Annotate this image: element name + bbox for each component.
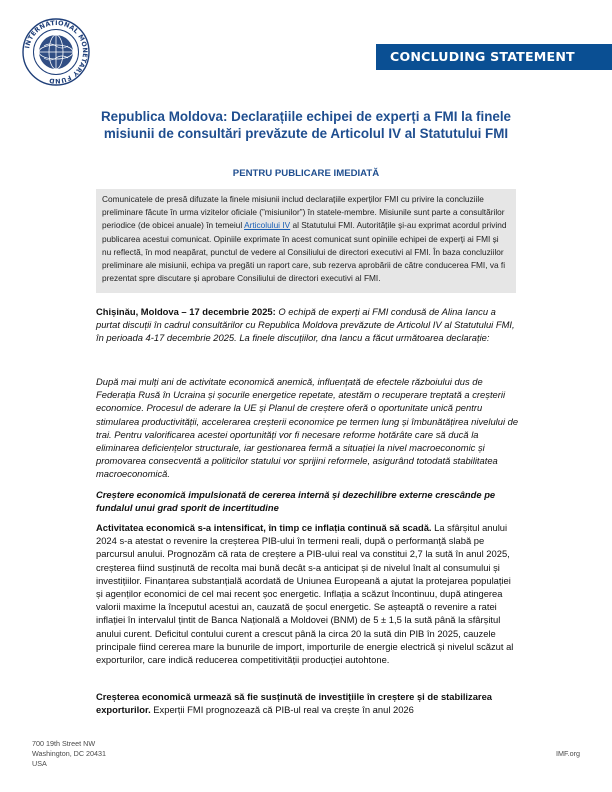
- growth-lead: Creșterea economică urmează să fie susținută de investițiile în creștere și de stabilizarea exporturilor.: [96, 691, 493, 716]
- imf-seal-logo: [22, 18, 90, 86]
- document-title: Republica Moldova: Declarațiile echipei de experți a FMI la finele misiunii de consultări prevăzute de Articolul IV al Statutului FMI: [100, 109, 512, 141]
- disclaimer-box: [96, 189, 516, 293]
- article-iv-link[interactable]: Articolului IV: [244, 220, 291, 231]
- intro-text: O echipă de experți ai FMI condusă de Alina Iancu a purtat discuții în cadrul consultărilor cu Republica Moldova prevăzute de Articolul IV al Statutului FMI, în perioada 4-17 decembrie 2025. La finele discuțiilor, dna Iancu a făcut următoarea declarație:: [96, 306, 515, 344]
- address-line: Washington, DC 20431: [32, 749, 107, 758]
- concluding-statement-banner: [376, 44, 612, 70]
- disclaimer-text-end: al Statutului FMI. Autoritățile și-au exprimat acordul privind publicarea acestui comunicat. Opiniile exprimate în acest comunicat sunt opiniile echipei de experți ai FMI și nu reflectă, în mod neapărat, punctul de vedere al Consiliului de directori executivi al FMI. În baza concluziilor preliminare ale misiunii, echipa va pregăti un raport care, sub rezerva aprobării de către conducerea FMI, va fi prezentat spre discutare și aprobare Consiliului de directori executivi al FMI.: [102, 220, 507, 284]
- banner-label: CONCLUDING STATEMENT: [390, 49, 575, 64]
- summary-paragraph: După mai mulți ani de activitate economică anemică, influențată de efectele războiului dus de Federația Rusă în Ucraina și șocurile energetice repetate, atestăm o recuperare treptată a creșterii economice. Procesul de aderare la UE și Planul de creștere oferă o oportunitate unică pentru stimularea productivității, accelerarea creșterii economice pe termen lung și îmbunătățirea nivelului de trai. Pentru valorificarea acestei oportunități vor fi necesare reforme hotărâte care să ducă la eliminarea deficiențelor structurale, iar gestionarea fermă a situației la nivel macroeconomic și promovarea consecventă a politicilor statului vor sprijini reformele, asigurând totodată stabilitatea macroeconomică.: [96, 376, 519, 480]
- release-subtitle: PENTRU PUBLICARE IMEDIATĂ: [232, 168, 380, 179]
- footer-address: [32, 739, 106, 769]
- disclaimer-text-start: Comunicatele de presă difuzate la finele misiunii includ declarațiile experților FMI cu privire la concluziile preliminare făcute în urma vizitelor oficiale (”misiunilor”) în statele-membre. Misiunile sunt parte a consultărilor periodice (de obicei anuale) în temeiul: [102, 194, 505, 231]
- intro-paragraph: [96, 305, 520, 345]
- footer-website-link[interactable]: IMF.org: [556, 749, 580, 758]
- growth-text: Experții FMI prognozează că PIB-ul real va crește în anul 2026: [150, 704, 414, 716]
- activity-paragraph: [96, 521, 520, 666]
- dateline: Chișinău, Moldova – 17 decembrie 2025:: [96, 306, 276, 317]
- svg-text:INTERNATIONAL MONETARY FUND: INTERNATIONAL MONETARY FUND: [23, 18, 90, 86]
- address-line: 700 19th Street NW: [32, 739, 96, 748]
- address-line: USA: [32, 759, 47, 768]
- growth-paragraph: [96, 690, 520, 716]
- activity-lead: Activitatea economică s-a intensificat, în timp ce inflația continuă să scadă.: [96, 522, 432, 533]
- section-heading: Creștere economică impulsionată de cererea internă și dezechilibre externe crescânde pe fundalul unui grad sporit de incertitudine: [96, 489, 496, 514]
- activity-text: La sfârșitul anului 2024 s-a atestat o revenire la creșterea PIB-ului în termeni reali, după o performanță slabă pe parcursul anului. Prognozăm că rata de creștere a PIB-ului real va constitui 2,7 la sută în anul 2025, creșterea fiind susținută de recolta mai bună decât s-a anticipat și de nivelul înalt al consumului și investițiilor. Finanțarea substanțială acordată de Uniunea Europeană a ajutat la protejarea populației și agenților economici de cel mai recent șoc energetic. Inflația a scăzut încontinuu, după atingerea valorii maxime la începutul acestui an, cauzată de șocul energetic. Se așteaptă o revenire a ratei inflației în intervalul țintit de Banca Națională a Moldovei (BNM) de 5 ± 1,5 la sută până la sfârșitul anului curent. Deficitul contului curent a crescut până la circa 20 la sută din PIB în 2025, cauzele principale fiind cererea mare la bunurile de import, importurile de energie electrică și nivelul scăzut al exporturilor, care indică reducerea competitivității producției autohtone.: [96, 522, 514, 666]
